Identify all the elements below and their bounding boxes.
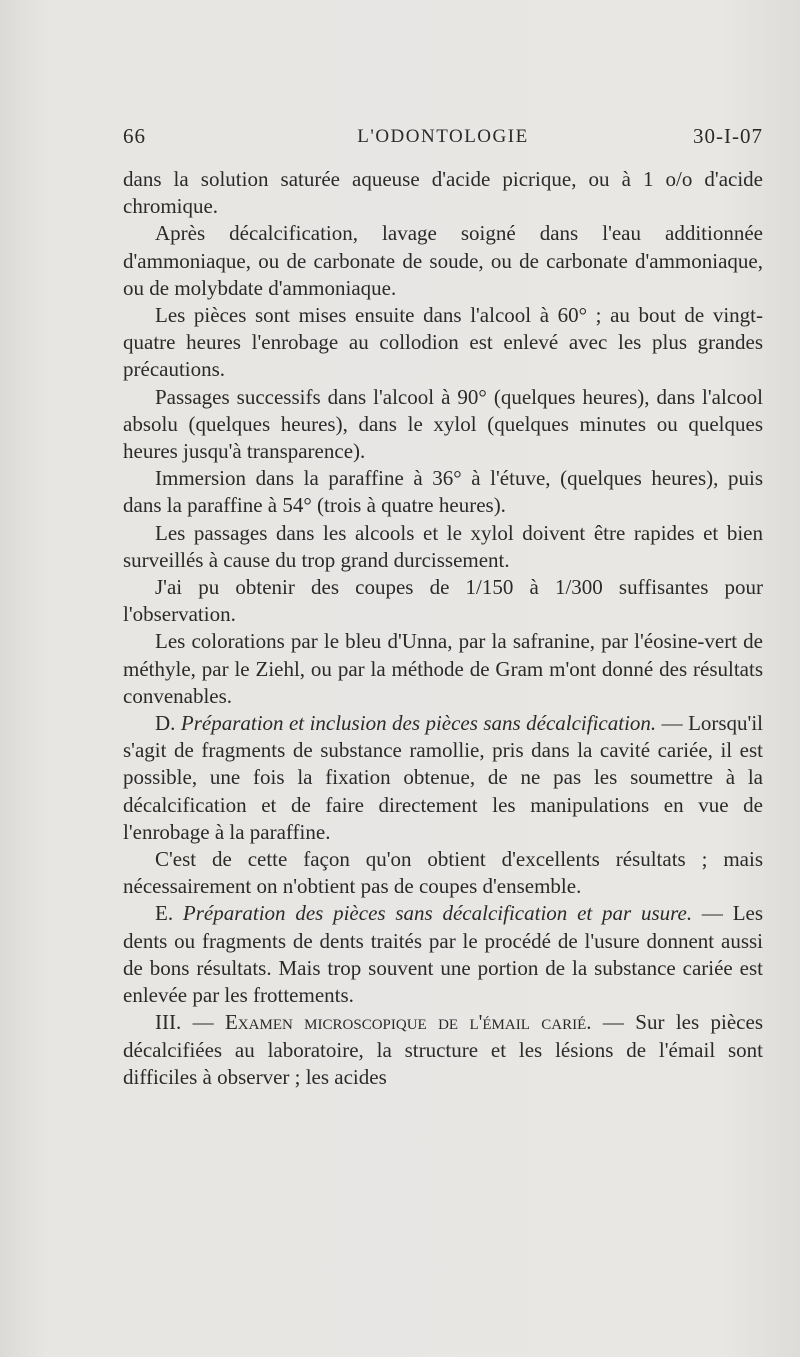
section-label: D. [155,711,176,736]
section-heading: — Examen microscopique de l'émail carié. [192,1010,592,1035]
section-title: Préparation et inclusion des pièces sans décalcification. [180,711,657,736]
paragraph: C'est de cette façon qu'on obtient d'excellents résultats ; mais nécessairement on n'obtient pas de coupes d'ensemble. [123,847,763,899]
section-label: E. [155,901,174,926]
body-text [123,166,763,1091]
paragraph: J'ai pu obtenir des coupes de 1/150 à 1/300 suffisantes pour l'observation. [123,575,763,627]
section-label: III. [155,1010,182,1035]
paragraph: Passages successifs dans l'alcool à 90° (quelques heures), dans l'alcool absolu (quelques heures), dans le xylol (quelques minutes ou quelques heures jusqu'à transparence). [123,384,763,464]
section-d-paragraph [123,710,763,846]
section-text: — Sur les pièces décalcifiées au laboratoire, la structure et les lésions de l'émail sont difficiles à observer ; les acides [123,1010,763,1089]
section-text: — Lorsqu'il s'agit de fragments de substance ramollie, pris dans la cavité cariée, il est possible, une fois la fixation obtenue, de ne pas les soumettre à la décalcification et de faire directement les manipulations en vue de l'enrobage à la paraffine. [123,711,764,844]
page-number: 66 [123,124,146,148]
paragraph: dans la solution saturée aqueuse d'acide picrique, ou à 1 o/o d'acide chromique. [123,167,763,219]
paragraph: Après décalcification, lavage soigné dans l'eau additionnée d'ammoniaque, ou de carbonate de soude, ou de carbonate d'ammoniaque, ou de molybdate d'ammoniaque. [123,221,763,300]
section-title: Préparation des pièces sans décalcification et par usure. [182,901,693,926]
running-header [123,124,763,154]
paragraph: Les passages dans les alcools et le xylol doivent être rapides et bien surveillés à cause du trop grand durcissement. [123,520,763,572]
paragraph: Les colorations par le bleu d'Unna, par la safranine, par l'éosine-vert de méthyle, par le Ziehl, ou par la méthode de Gram m'ont donné des résultats convenables. [123,629,763,708]
paragraph: Immersion dans la paraffine à 36° à l'étuve, (quelques heures), puis dans la paraffine à 54° (trois à quatre heures). [123,466,763,518]
section-e-paragraph [123,900,763,1009]
paragraph: Les pièces sont mises ensuite dans l'alcool à 60° ; au bout de vingt-quatre heures l'enrobage au collodion est enlevé avec les plus grandes précautions. [123,303,763,382]
issue-date: 30-I-07 [693,124,763,148]
section-text: — Les dents ou fragments de dents traités par le procédé de l'usure donnent aussi de bons résultats. Mais trop souvent une portion de la substance cariée est enlevée par les frottements. [123,901,764,1008]
running-title: L'ODONTOLOGIE [357,126,529,147]
section-iii-paragraph [123,1009,763,1091]
